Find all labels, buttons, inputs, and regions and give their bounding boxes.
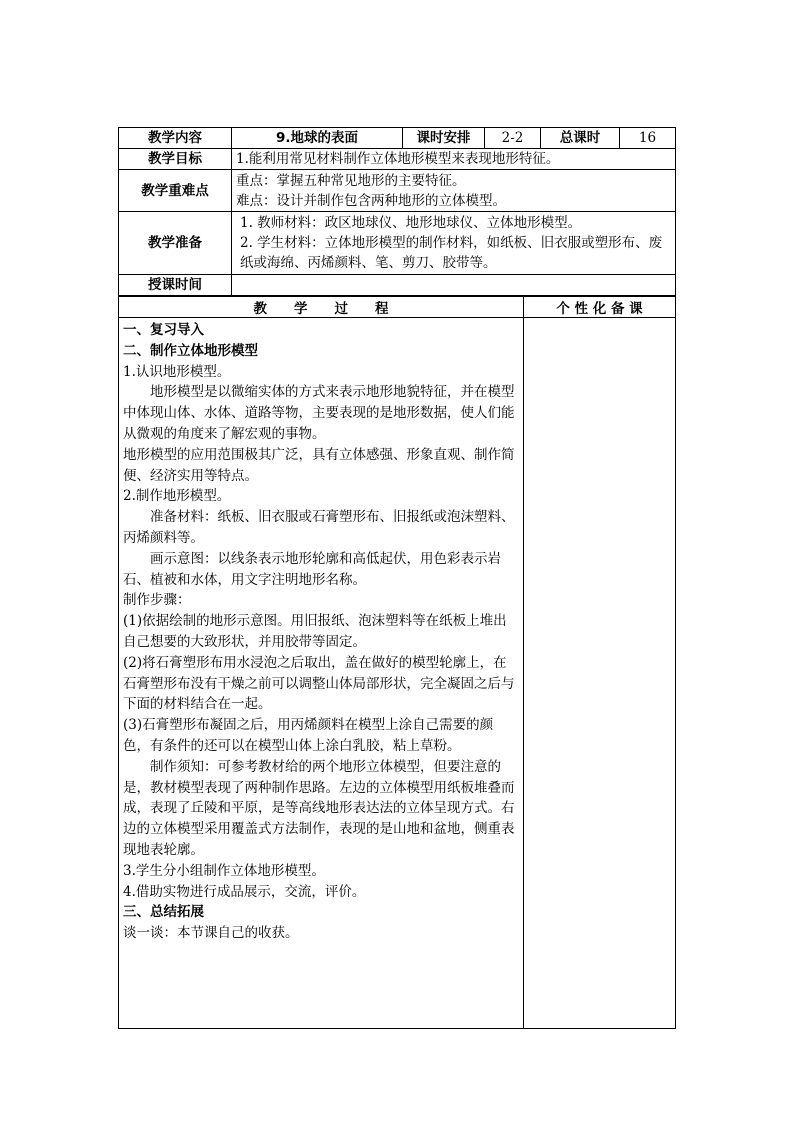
keypoint-focus: 重点：掌握五种常见地形的主要特征。 <box>236 172 466 189</box>
section-review: 一、复习导入 <box>123 322 204 338</box>
teaching-process-table <box>118 296 676 1029</box>
keypoints-value <box>232 170 676 212</box>
personal-notes-cell <box>524 318 676 1029</box>
keypoint-difficulty: 难点：设计并制作包含两种地形的立体模型。 <box>236 192 506 209</box>
label-total: 总课时 <box>541 128 620 149</box>
step-showcase: 4.借助实物进行成品展示，交流，评价。 <box>123 883 366 900</box>
row-preparation <box>119 212 676 275</box>
time-value <box>232 275 676 296</box>
label-keypoints: 教学重难点 <box>119 170 232 212</box>
row-keypoints <box>119 170 676 212</box>
section-make-model: 二、制作立体地形模型 <box>123 342 258 359</box>
paragraph: 地形模型是以微缩实体的方式来表示地形地貌特征，并在模型中体现山体、水体、道路等物，主要表现的是地形数据，使人们能从微观的角度来了解宏观的事物。 <box>123 384 515 442</box>
step-know-model: 1.认识地形模型。 <box>123 363 231 380</box>
paragraph: 制作步骤： <box>123 592 191 609</box>
goal-value: 1.能利用常见材料制作立体地形模型来表现地形特征。 <box>232 149 676 170</box>
row-content <box>119 128 676 149</box>
paragraph: (1)依据绘制的地形示意图。用旧报纸、泡沫塑料等在纸板上堆出自己想要的大致形状，并用胶带等固定。 <box>123 613 507 650</box>
label-preparation: 教学准备 <box>119 212 232 275</box>
personal-notes-header: 个 性 化 备 课 <box>524 297 676 318</box>
label-content: 教学内容 <box>119 128 232 149</box>
label-time: 授课时间 <box>119 275 232 296</box>
prep-teacher: 1. 教师材料：政区地球仪、地形地球仪、立体地形模型。 <box>240 215 582 231</box>
step-make-model: 2.制作地形模型。 <box>123 488 231 505</box>
row-time <box>119 275 676 296</box>
section-summary: 三、总结拓展 <box>123 904 204 921</box>
process-header-row <box>119 297 676 318</box>
paragraph: 准备材料：纸板、旧衣服或石膏塑形布、旧报纸或泡沫塑料、丙烯颜料等。 <box>123 509 515 546</box>
label-schedule: 课时安排 <box>403 128 485 149</box>
prep-student: 2. 学生材料：立体地形模型的制作材料，如纸板、旧衣服或塑形布、废纸或海绵、丙烯颜料、笔、剪刀、胶带等。 <box>240 235 663 271</box>
paragraph: 制作须知：可参考教材给的两个地形立体模型，但要注意的是，教材模型表现了两种制作思路。左边的立体模型用纸板堆叠而成，表现了丘陵和平原，是等高线地形表达法的立体呈现方式。右边的立体模型采用覆盖式方法制作，表现的是山地和盆地，侧重表现地表轮廓。 <box>123 758 515 858</box>
lesson-title: 9.地球的表面 <box>232 128 403 149</box>
schedule-value: 2-2 <box>485 128 541 149</box>
total-value: 16 <box>620 128 676 149</box>
paragraph: (2)将石膏塑形布用水浸泡之后取出，盖在做好的模型轮廓上，在石膏塑形布没有干燥之前可以调整山体局部形状，完全凝固之后与下面的材料结合在一起。 <box>123 654 515 713</box>
process-body-row <box>119 318 676 1029</box>
label-goal: 教学目标 <box>119 149 232 170</box>
row-goal <box>119 149 676 170</box>
lesson-info-table <box>118 127 676 296</box>
process-content <box>119 318 524 1029</box>
paragraph: (3)石膏塑形布凝固之后，用丙烯颜料在模型上涂自己需要的颜色，有条件的还可以在模型山体上涂白乳胶，粘上草粉。 <box>123 717 494 754</box>
process-header: 教 学 过 程 <box>119 297 524 318</box>
paragraph: 地形模型的应用范围极其广泛，具有立体感强、形象直观、制作简便、经济实用等特点。 <box>123 446 515 484</box>
paragraph: 谈一谈：本节课自己的收获。 <box>123 925 299 942</box>
step-group-work: 3.学生分小组制作立体地形模型。 <box>123 862 325 879</box>
paragraph: 画示意图：以线条表示地形轮廓和高低起伏，用色彩表示岩石、植被和水体，用文字注明地形名称。 <box>123 550 501 588</box>
preparation-value <box>232 212 676 275</box>
